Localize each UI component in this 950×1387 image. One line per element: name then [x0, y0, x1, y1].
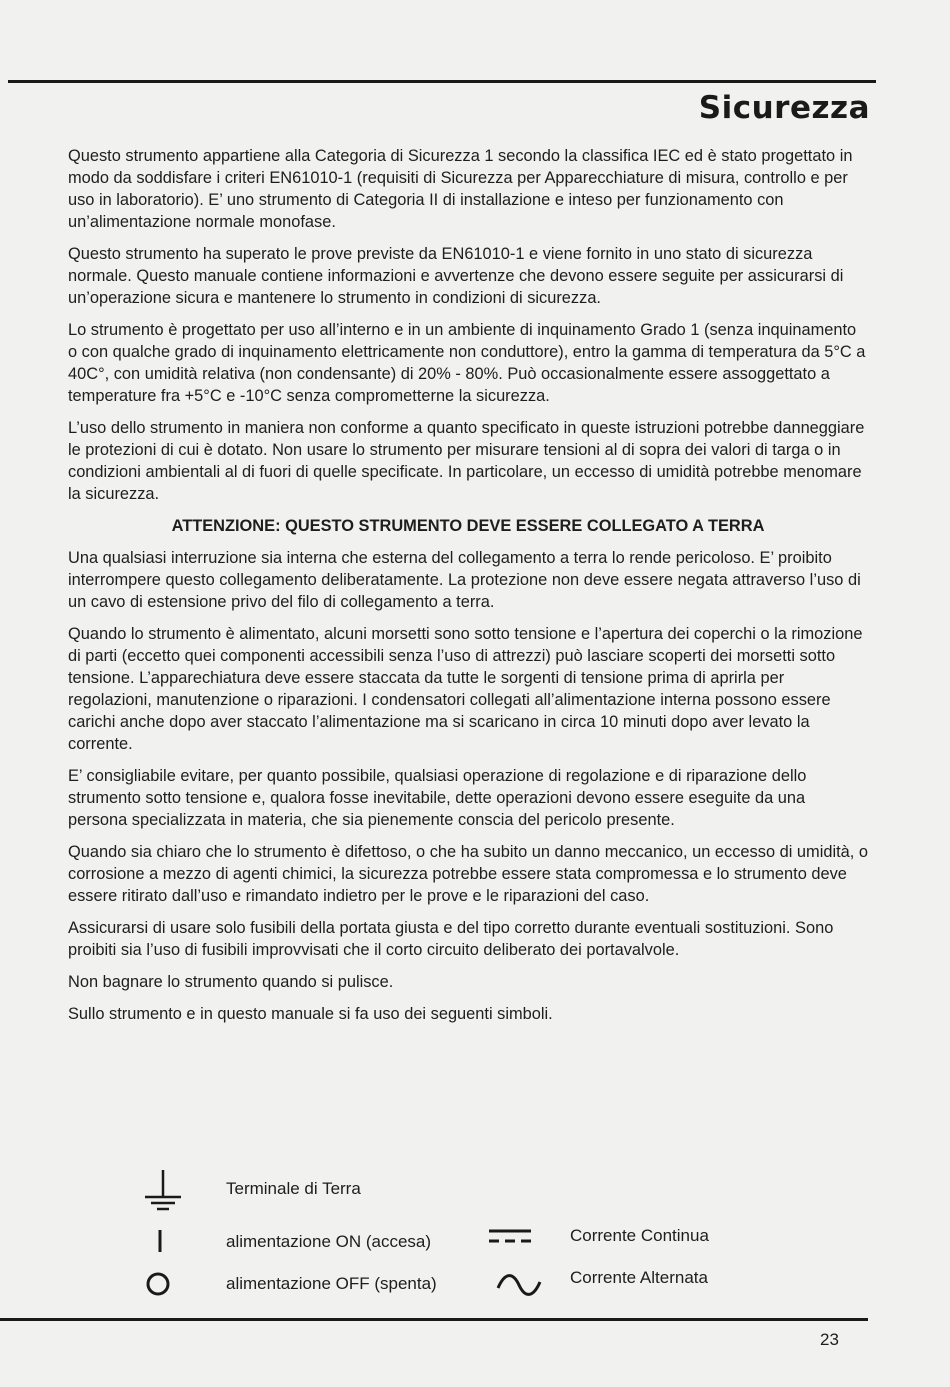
paragraph-earth-interruption: Una qualsiasi interruzione sia interna che esterna del collegamento a terra lo rende pericoloso. E’ proibito interrompere questo collegamento deliberatamente. La protezione non deve essere negata attraverso l’uso di un cavo di estensione privo del filo di collegamento a terra. [68, 549, 861, 611]
top-rule [8, 80, 876, 83]
page-title: Sicurezza [698, 90, 870, 126]
earth-warning: ATTENZIONE: QUESTO STRUMENTO DEVE ESSERE COLLEGATO A TERRA [171, 517, 765, 535]
paragraph-live-maintenance: E’ consigliabile evitare, per quanto possibile, qualsiasi operazione di regolazione e di riparazione dello strumento sotto tensione e, qualora fosse inevitabile, dette operazioni devono essere eseguite da una persona specializzata in materia, che sia pienemente conscia del pericolo presente. [68, 767, 807, 829]
paragraph-defective: Quando sia chiaro che lo strumento è difettoso, o che ha subito un danno meccanico, un eccesso di umidità, o corrosione a mezzo di agenti chimici, la sicurezza potrebbe essere stata compromessa e lo strumento deve essere ritirato dall’uso e rimandato indietro per le prove e le riparazioni del caso. [68, 843, 868, 905]
direct-current-label: Corrente Continua [570, 1226, 709, 1245]
symbols-legend [0, 1160, 950, 1310]
power-on-label: alimentazione ON (accesa) [226, 1232, 432, 1251]
page-number: 23 [820, 1330, 839, 1349]
paragraph-tests: Questo strumento ha superato le prove previste da EN61010-1 e viene fornito in uno stato di sicurezza normale. Questo manuale contiene informazioni e avvertenze che devono essere seguite per assicurarsi di un’operazione sicura e mantenere lo strumento in condizioni di sicurezza. [68, 245, 844, 307]
paragraph-environment: Lo strumento è progettato per uso all’interno e in un ambiente di inquinamento Grado 1 (senza inquinamento o con qualche grado di inquinamento elettricamente non conduttore), entro la gamma di temperatura da 5°C a 40C°, con umidità relativa (non condensante) di 20% - 80%. Può occasionalmente essere assoggettato a temperature fra +5°C e -10°C senza comprometterne la sicurezza. [68, 321, 866, 405]
paragraph-cleaning: Non bagnare lo strumento quando si pulisce. [68, 973, 394, 991]
power-off-icon [144, 1270, 172, 1298]
paragraph-misuse: L’uso dello strumento in maniera non conforme a quanto specificato in queste istruzioni potrebbe danneggiare le protezioni di cui è dotato. Non usare lo strumento per misurare tensioni al di sopra dei valori di targa o in condizioni ambientali al di fuori di quelle specificate. In particolare, un eccesso di umidità potrebbe menomare la sicurezza. [68, 419, 865, 503]
alternating-current-icon [495, 1270, 543, 1300]
power-on-icon [152, 1228, 168, 1254]
paragraph-fuses: Assicurarsi di usare solo fusibili della portata giusta e del tipo corretto durante eventuali sostituzioni. Sono proibiti sia l’uso di fusibili improvvisati che il corto circuito deliberato dei portavalvole. [68, 919, 834, 959]
paragraph-safety-category: Questo strumento appartiene alla Categoria di Sicurezza 1 secondo la classifica IEC ed è stato progettato in modo da soddisfare i criteri EN61010-1 (requisiti di Sicurezza per Apparecchiature di misura, controllo e per uso in laboratorio). E’ uno strumento di Categoria II di installazione e inteso per funzionamento con un’alimentazione normale monofase. [68, 147, 853, 231]
bottom-rule [0, 1318, 868, 1321]
earth-terminal-label: Terminale di Terra [226, 1179, 361, 1198]
paragraph-live-terminals: Quando lo strumento è alimentato, alcuni morsetti sono sotto tensione e l’apertura dei coperchi o la rimozione di parti (eccetto quei componenti accessibili senza l’uso di attrezzi) può lasciare scoperti dei morsetti sotto tensione. L’apparechiatura deve essere staccata da tutte le sorgenti di tensione prima di aprirla per regolazioni, manutenzione o riparazioni. I condensatori collegati all’alimentazione interna possono essere carichi anche dopo aver staccato l’alimentazione ma si scaricano in circa 10 minuti dopo aver levato la corrente. [68, 625, 863, 753]
earth-ground-icon [143, 1168, 183, 1212]
direct-current-icon [488, 1226, 532, 1246]
power-off-label: alimentazione OFF (spenta) [226, 1274, 437, 1293]
alternating-current-label: Corrente Alternata [570, 1268, 708, 1287]
page-content [68, 145, 868, 1035]
paragraph-symbols-intro: Sullo strumento e in questo manuale si fa uso dei seguenti simboli. [68, 1005, 553, 1023]
